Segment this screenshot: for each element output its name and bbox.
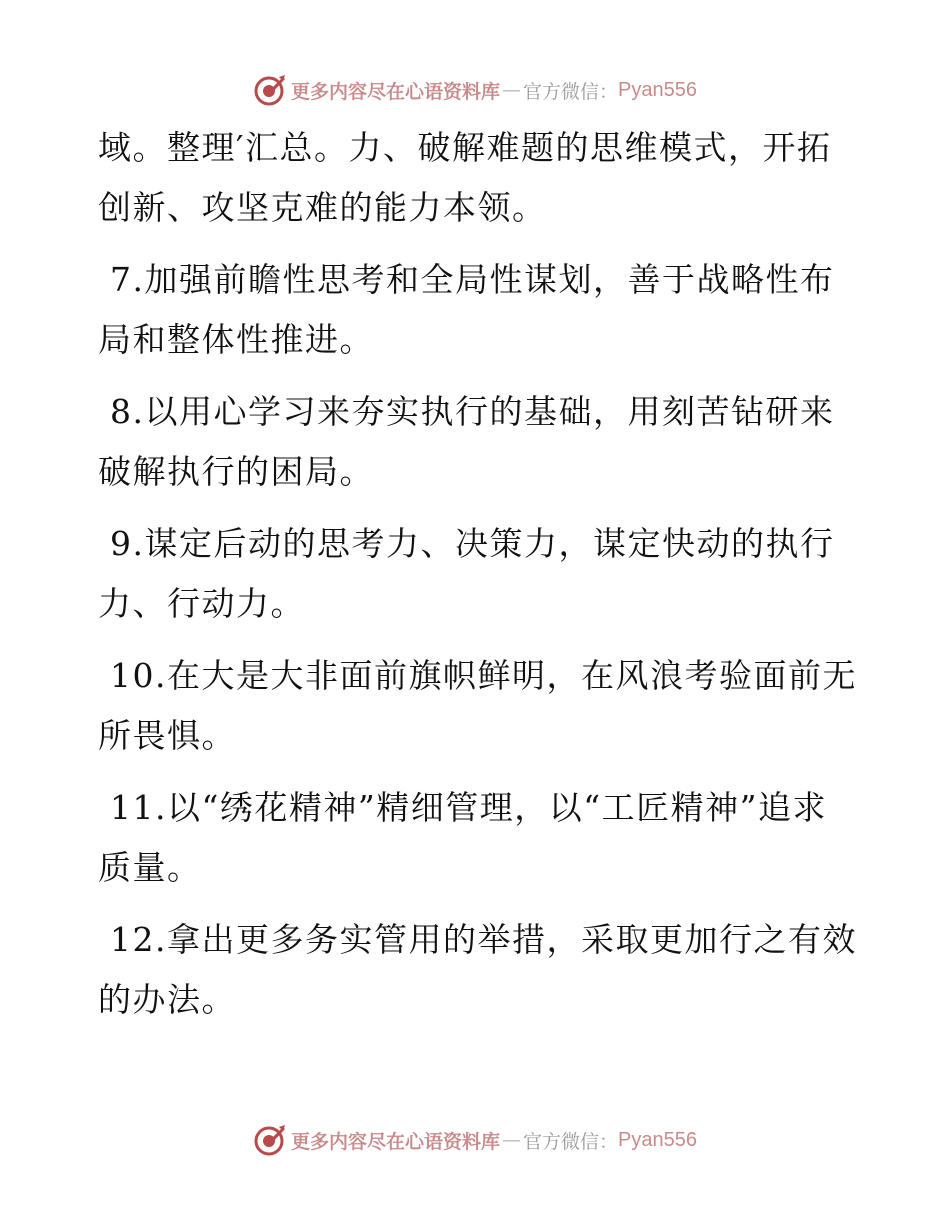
list-item-12: [98, 910, 858, 1030]
header-brand-text: 更多内容尽在心语资料库: [291, 80, 501, 103]
footer-dash: —: [502, 1129, 522, 1151]
list-item-10: [98, 646, 858, 766]
list-item-11: [98, 778, 858, 898]
document-body: [98, 118, 858, 1042]
item-number: 12.: [110, 920, 167, 959]
list-item-9: [98, 514, 858, 634]
header-dash: —: [502, 79, 522, 101]
footer-banner: [0, 1120, 950, 1160]
header-wechat-label: 官方微信：: [523, 80, 619, 103]
list-item-7: [98, 250, 858, 370]
header-wechat-id: Pyan556: [618, 78, 697, 101]
item-text: 在大是大非面前旗帜鲜明，在风浪考验面前无所畏惧。: [98, 656, 857, 755]
pen-logo-icon: [253, 73, 287, 107]
pen-logo-icon: [253, 1123, 287, 1157]
footer-wechat-label: 官方微信：: [523, 1130, 619, 1153]
item-text: 拿出更多务实管用的举措，采取更加行之有效的办法。: [98, 920, 857, 1019]
header-banner: [0, 70, 950, 110]
item-text: 谋定后动的思考力、决策力，谋定快动的执行力、行动力。: [98, 524, 835, 623]
footer-brand-text: 更多内容尽在心语资料库: [291, 1130, 501, 1153]
item-number: 10.: [110, 656, 167, 695]
item-number: 11.: [110, 788, 167, 827]
item-number: 9.: [110, 524, 145, 563]
footer-wechat-id: Pyan556: [618, 1128, 697, 1151]
intro-paragraph: 域。整理′汇总。力、破解难题的思维模式，开拓创新、攻坚克难的能力本领。: [98, 128, 832, 227]
item-number: 8.: [110, 392, 145, 431]
item-text: 以用心学习来夯实执行的基础，用刻苦钻研来破解执行的困局。: [98, 392, 835, 491]
item-number: 7.: [110, 260, 145, 299]
list-item-8: [98, 382, 858, 502]
item-text: 加强前瞻性思考和全局性谋划，善于战略性布局和整体性推进。: [98, 260, 835, 359]
item-text: 以“绣花精神”精细管理，以“工匠精神”追求质量。: [98, 788, 827, 887]
